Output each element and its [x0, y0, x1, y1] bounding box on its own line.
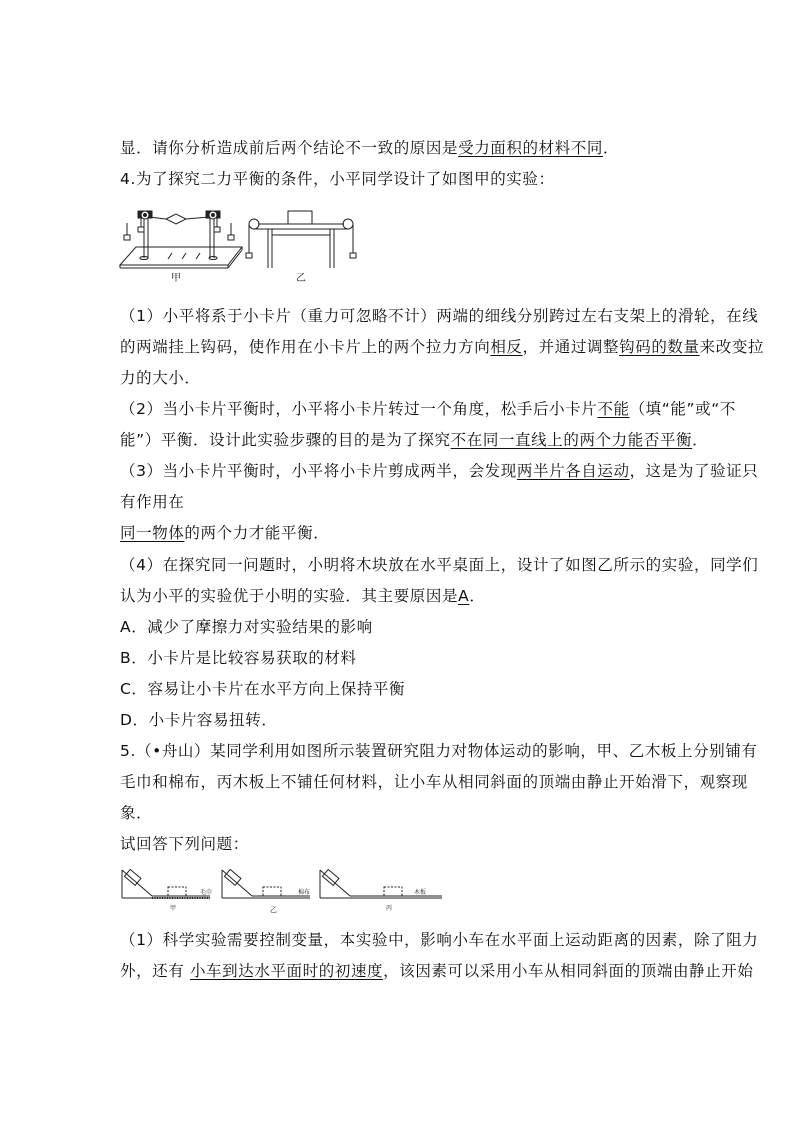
text: ，这是为了验证只	[629, 462, 759, 480]
figure-two-force-balance	[118, 203, 368, 283]
text: 能”）平衡．设计此实验步骤的目的是为了探究	[120, 431, 451, 449]
text-line	[120, 430, 708, 450]
text: （填“能”或“不	[629, 400, 736, 418]
text-line	[120, 961, 753, 981]
answer-underlined: 受力面积的材料不同	[458, 139, 604, 157]
text-line: 象．	[120, 804, 153, 822]
text: ，该因素可以采用小车从相同斜面的顶端由静止开始	[383, 962, 754, 980]
label-mianbu: 棉布	[298, 889, 311, 896]
ramp-yi	[222, 869, 310, 898]
figure-jia-apparatus	[120, 211, 242, 268]
text-line: （4）在探究同一问题时，小明将木块放在水平桌面上，设计了如图乙所示的实验，同学们	[120, 556, 759, 574]
figure-yi-label: 乙	[296, 273, 306, 283]
ramp-jia	[122, 869, 213, 898]
answer-underlined: 两半片各自运动	[516, 462, 630, 480]
text: 显．请你分析造成前后两个结论不一致的原因是	[120, 139, 459, 157]
text-line	[120, 586, 485, 606]
option-b: B．小卡片是比较容易获取的材料	[120, 649, 357, 667]
text: 来改变拉	[699, 338, 765, 356]
text: ，并通过调整	[522, 338, 620, 356]
text-line: （1）科学实验需要控制变量，本实验中，影响小车在水平面上运动距离的因素，除了阻力	[120, 931, 759, 949]
question-4-title: 4.为了探究二力平衡的条件，小平同学设计了如图甲的实验：	[120, 170, 555, 188]
text: 的两端挂上钩码，使作用在小卡片上的两个拉力方向	[120, 338, 491, 356]
label-jia: 甲	[170, 905, 177, 912]
text-line	[120, 337, 764, 357]
text-line: 试回答下列问题：	[120, 835, 249, 853]
figure-yi-apparatus	[246, 211, 356, 268]
text-line	[120, 138, 619, 158]
option-c: C．容易让小卡片在水平方向上保持平衡	[120, 680, 406, 698]
question-5-line: 5.（•舟山）某同学利用如图所示装置研究阻力对物体运动的影响，甲、乙木板上分别铺有	[120, 742, 758, 760]
text-line: 力的大小．	[120, 369, 201, 387]
text-line: （1）小平将系于小卡片（重力可忽略不计）两端的细线分别跨过左右支架上的滑轮，在线	[120, 307, 759, 325]
answer-underlined: 相反	[490, 338, 523, 356]
option-a: A．减少了摩擦力对实验结果的影响	[120, 618, 373, 636]
label-yi: 乙	[270, 906, 277, 914]
text: 的两个力才能平衡．	[184, 524, 330, 542]
label-muban: 木板	[414, 889, 427, 896]
text-line: 有作用在	[120, 493, 185, 511]
text-line: 毛巾和棉布，丙木板上不铺任何材料，让小车从相同斜面的顶端由静止开始滑下，观察现	[120, 773, 748, 791]
text-line	[120, 399, 736, 419]
answer-underlined: 钩码的数量	[619, 338, 700, 356]
label-maojin: 毛巾	[200, 889, 213, 896]
text-line	[120, 461, 758, 481]
figure-ramps	[118, 864, 448, 920]
text: （3）当小卡片平衡时，小平将小卡片剪成两半，会发现	[120, 462, 517, 480]
text: （2）当小卡片平衡时，小平将小卡片转过一个角度，松手后小卡片	[120, 400, 598, 418]
text: ．	[692, 431, 709, 449]
text: ．	[603, 139, 620, 157]
answer-underlined: 小车到达水平面时的初速度	[189, 962, 384, 980]
label-bing: 丙	[386, 905, 393, 912]
answer-underlined: 不能	[597, 400, 630, 418]
answer-underlined: 不在同一直线上的两个力能否平衡	[450, 431, 693, 449]
answer-underlined: A	[458, 587, 470, 605]
answer-underlined: 同一物体	[120, 524, 185, 542]
text-line	[120, 523, 329, 543]
figure-jia-label: 甲	[171, 273, 181, 283]
text: 外，还有	[120, 962, 190, 980]
text: ．	[469, 587, 486, 605]
text: 认为小平的实验优于小明的实验．其主要原因是	[120, 587, 459, 605]
option-d: D．小卡片容易扭转．	[120, 711, 278, 729]
